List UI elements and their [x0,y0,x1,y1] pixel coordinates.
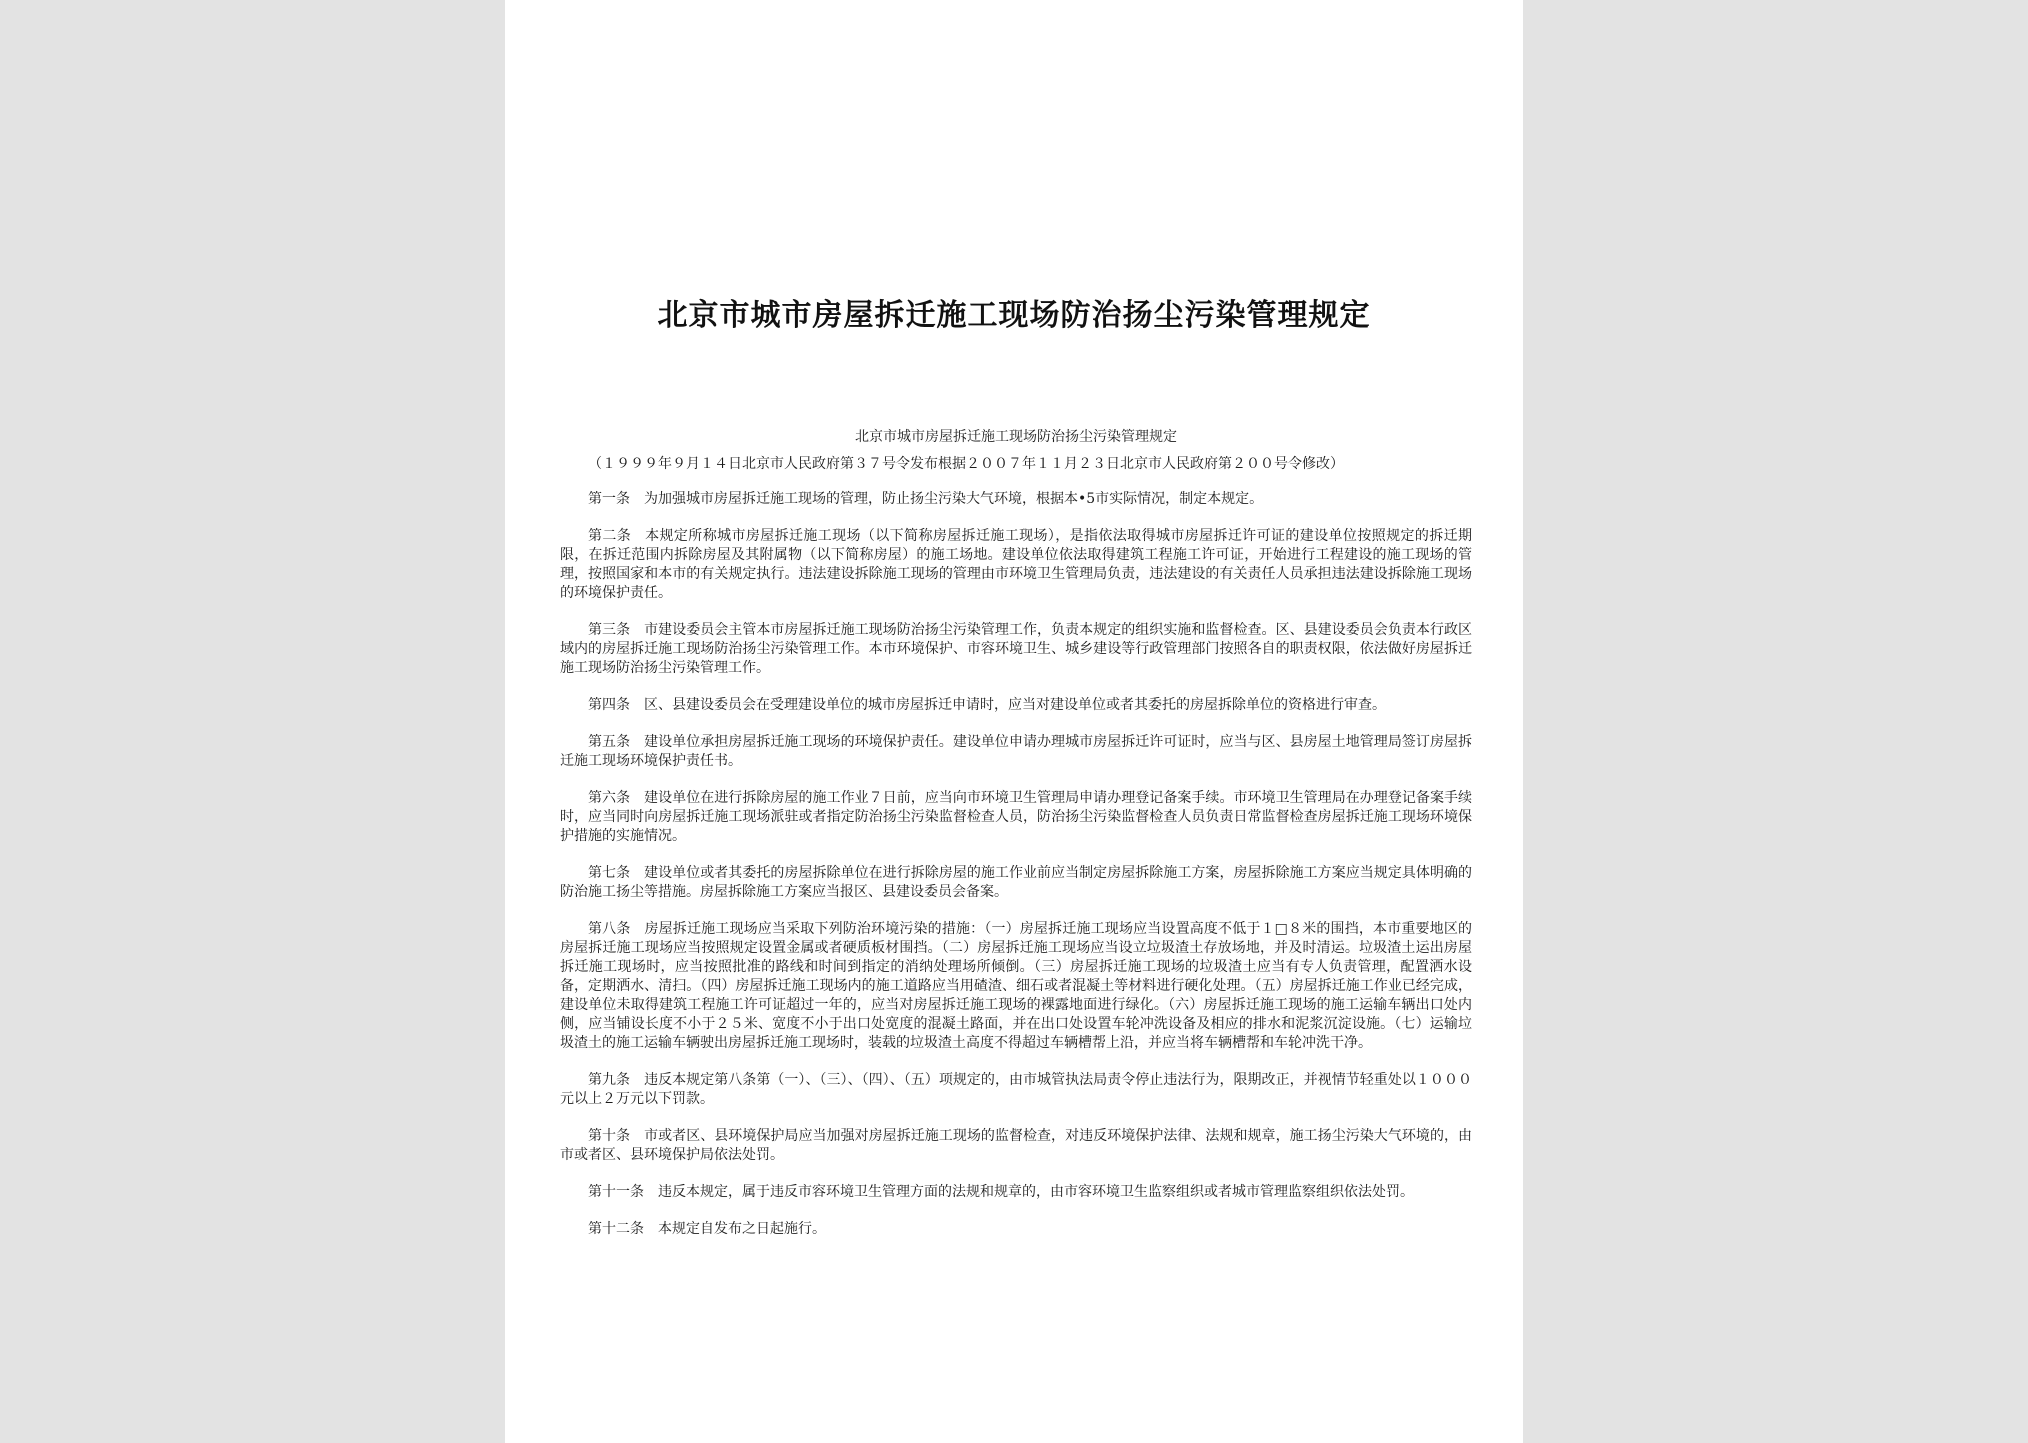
document-page [505,0,1523,1443]
article-text: 市或者区、县环境保护局应当加强对房屋拆迁施工现场的监督检查，对违反环境保护法律、法规和规章，施工扬尘污染大气环境的，由市或者区、县环境保护局依法处罚。 [560,1128,1473,1163]
article-12 [560,1220,1472,1239]
enactment-note: （１９９９年９月１４日北京市人民政府第３７号令发布根据２００７年１１月２３日北京市人民政府第２００号令修改） [588,456,1344,472]
article-1 [560,490,1472,509]
article-label: 第十一条 [588,1184,644,1200]
article-text: 房屋拆迁施工现场应当采取下列防治环境污染的措施：（一）房屋拆迁施工现场应当设置高度不低于１□８米的围挡，本市重要地区的房屋拆迁施工现场应当按照规定设置金属或者硬质板材围挡。（二）房屋拆迁施工现场应当设立垃圾渣土存放场地，并及时清运。垃圾渣土运出房屋拆迁施工现场时，应当按照批准的路线和时间到指定的消纳处理场所倾倒。（三）房屋拆迁施工现场的垃圾渣土应当有专人负责管理，配置洒水设备，定期洒水、清扫。（四）房屋拆迁施工现场内的施工道路应当用碴渣、细石或者混凝土等材料进行硬化处理。（五）房屋拆迁施工作业已经完成，建设单位未取得建筑工程施工许可证超过一年的，应当对房屋拆迁施工现场的裸露地面进行绿化。（六）房屋拆迁施工现场的施工运输车辆出口处内侧，应当铺设长度不小于２５米、宽度不小于出口处宽度的混凝土路面，并在出口处设置车轮冲洗设备及相应的排水和泥浆沉淀设施。（七）运输垃圾渣土的施工运输车辆驶出房屋拆迁施工现场时，装载的垃圾渣土高度不得超过车辆槽帮上沿，并应当将车辆槽帮和车轮冲洗干净。 [560,921,1472,1051]
article-4 [560,696,1472,715]
article-5 [560,733,1472,771]
article-10 [560,1127,1472,1165]
article-8 [560,920,1472,1053]
document-body [560,428,1472,1257]
article-label: 第五条 [588,734,631,750]
article-text: 建设单位在进行拆除房屋的施工作业７日前，应当向市环境卫生管理局申请办理登记备案手续。市环境卫生管理局在办理登记备案手续时，应当同时向房屋拆迁施工现场派驻或者指定防治扬尘污染监督检查人员，防治扬尘污染监督检查人员负责日常监督检查房屋拆迁施工现场环境保护措施的实施情况。 [560,790,1473,844]
article-9 [560,1071,1472,1109]
article-label: 第十二条 [588,1221,644,1237]
article-2 [560,527,1472,603]
article-3 [560,621,1472,678]
article-label: 第二条 [588,528,632,544]
article-text: 违反本规定，属于违反市容环境卫生管理方面的法规和规章的，由市容环境卫生监察组织或者城市管理监察组织依法处罚。 [658,1184,1414,1200]
article-text: 为加强城市房屋拆迁施工现场的管理，防止扬尘污染大气环境，根据本•5市实际情况，制定本规定。 [644,491,1264,507]
article-text: 本规定所称城市房屋拆迁施工现场（以下简称房屋拆迁施工现场），是指依法取得城市房屋拆迁许可证的建设单位按照规定的拆迁期限，在拆迁范围内拆除房屋及其附属物（以下简称房屋）的施工场地。建设单位依法取得建筑工程施工许可证，开始进行工程建设的施工现场的管理，按照国家和本市的有关规定执行。违法建设拆除施工现场的管理由市环境卫生管理局负责，违法建设的有关责任人员承担违法建设拆除施工现场的环境保护责任。 [560,528,1473,601]
article-text: 建设单位或者其委托的房屋拆除单位在进行拆除房屋的施工作业前应当制定房屋拆除施工方案，房屋拆除施工方案应当规定具体明确的防治施工扬尘等措施。房屋拆除施工方案应当报区、县建设委员会备案。 [560,865,1473,900]
article-label: 第七条 [588,865,631,881]
article-label: 第八条 [588,921,631,937]
article-label: 第四条 [588,697,630,713]
article-label: 第十条 [588,1128,631,1144]
article-text: 本规定自发布之日起施行。 [658,1221,826,1237]
article-11 [560,1183,1472,1202]
document-subtitle: 北京市城市房屋拆迁施工现场防治扬尘污染管理规定 [855,429,1177,445]
article-text: 建设单位承担房屋拆迁施工现场的环境保护责任。建设单位申请办理城市房屋拆迁许可证时，应当与区、县房屋土地管理局签订房屋拆迁施工现场环境保护责任书。 [560,734,1473,769]
article-7 [560,864,1472,902]
article-label: 第六条 [588,790,631,806]
article-text: 违反本规定第八条第（一）、（三）、（四）、（五）项规定的，由市城管执法局责令停止违法行为，限期改正，并视情节轻重处以１０００元以上２万元以下罚款。 [560,1072,1472,1107]
article-text: 市建设委员会主管本市房屋拆迁施工现场防治扬尘污染管理工作，负责本规定的组织实施和监督检查。区、县建设委员会负责本行政区域内的房屋拆迁施工现场防治扬尘污染管理工作。本市环境保护、市容环境卫生、城乡建设等行政管理部门按照各自的职责权限，依法做好房屋拆迁施工现场防治扬尘污染管理工作。 [560,622,1473,676]
document-title: 北京市城市房屋拆迁施工现场防治扬尘污染管理规定 [657,298,1371,333]
article-label: 第三条 [588,622,631,638]
article-6 [560,789,1472,846]
article-text: 区、县建设委员会在受理建设单位的城市房屋拆迁申请时，应当对建设单位或者其委托的房屋拆除单位的资格进行审查。 [644,697,1386,713]
article-label: 第一条 [588,491,630,507]
article-label: 第九条 [588,1072,631,1088]
